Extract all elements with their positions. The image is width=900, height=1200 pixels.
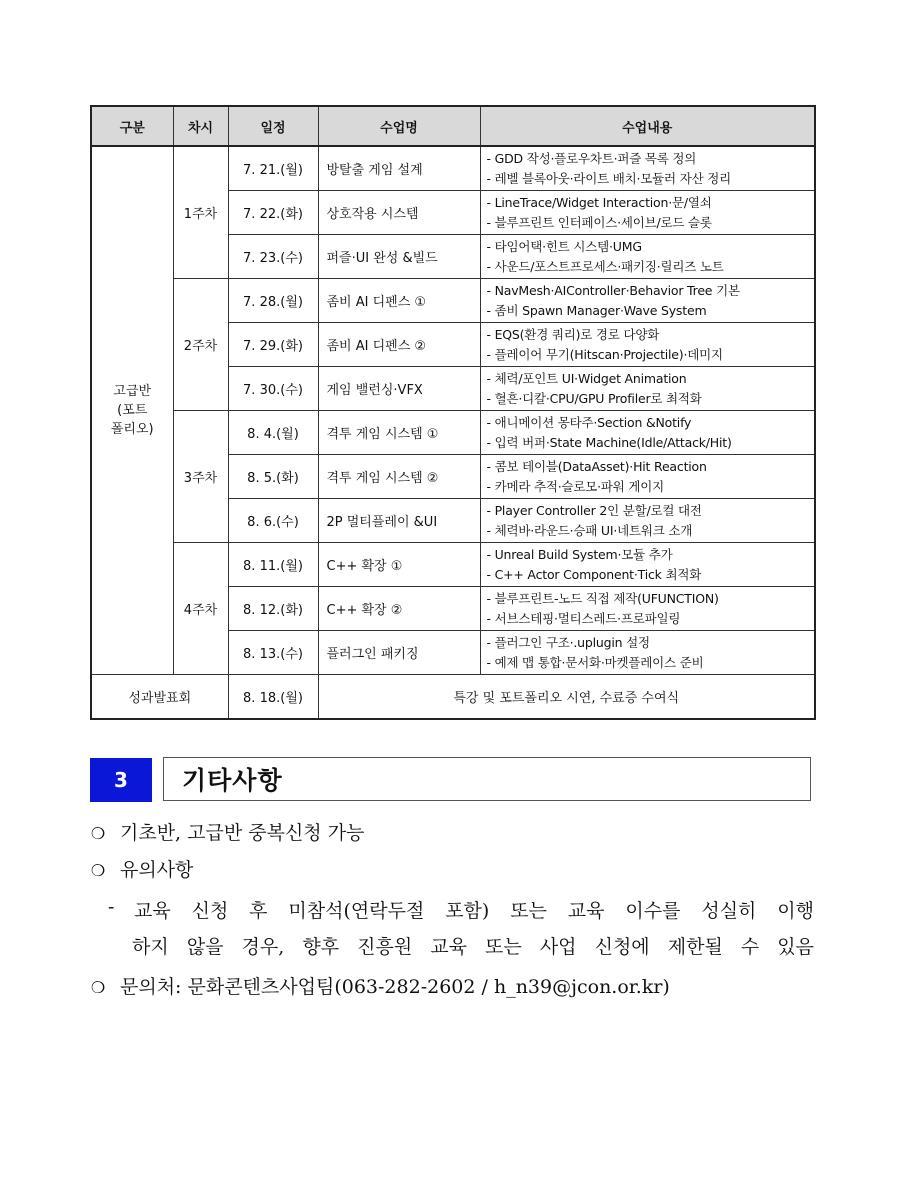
bullet-text: 유의사항 xyxy=(120,859,194,881)
note-line-2: 하지 않을 경우, 향후 진흥원 교육 또는 사업 신청에 제한될 수 있음 xyxy=(132,936,814,958)
date-cell: 7. 22.(화) xyxy=(228,191,318,235)
content-line: - 블루프린트-노드 직접 제작(UFUNCTION) xyxy=(486,590,719,606)
class-content-cell xyxy=(480,631,815,675)
bullet-circle-icon: ❍ xyxy=(90,978,106,997)
note-line-1 xyxy=(108,896,814,923)
class-content-cell xyxy=(480,499,815,543)
class-content-cell xyxy=(480,323,815,367)
class-name-cell: 격투 게임 시스템 ② xyxy=(318,455,480,499)
week-cell: 2주차 xyxy=(173,279,228,411)
class-content-cell xyxy=(480,455,815,499)
note-text: 교육 신청 후 미참석(연락두절 포함) 또는 교육 이수를 성실히 이행 xyxy=(134,900,814,922)
class-content-cell xyxy=(480,279,815,323)
week-cell: 3주차 xyxy=(173,411,228,543)
header-schedule: 일정 xyxy=(228,106,318,146)
class-name-cell: 격투 게임 시스템 ① xyxy=(318,411,480,455)
content-line: - GDD 작성·플로우차트·퍼즐 목록 정의 xyxy=(486,150,697,166)
class-content-cell xyxy=(480,146,815,191)
date-cell: 8. 4.(월) xyxy=(228,411,318,455)
content-line: - 사운드/포스트프로세스·패키징·릴리즈 노트 xyxy=(486,258,724,274)
content-line: - 플러그인 구조·.uplugin 설정 xyxy=(486,634,650,650)
date-cell: 8. 12.(화) xyxy=(228,587,318,631)
content-line: - 혈흔·디칼·CPU/GPU Profiler로 최적화 xyxy=(486,390,702,406)
group-label-cell xyxy=(91,146,173,675)
date-cell: 7. 28.(월) xyxy=(228,279,318,323)
date-cell: 8. 5.(화) xyxy=(228,455,318,499)
content-line: - Player Controller 2인 분할/로컬 대전 xyxy=(486,502,702,518)
content-line: - EQS(환경 쿼리)로 경로 다양화 xyxy=(486,326,660,342)
date-cell: 8. 13.(수) xyxy=(228,631,318,675)
week-cell: 1주차 xyxy=(173,146,228,279)
section-number-badge: 3 xyxy=(90,758,152,802)
content-line: - Unreal Build System·모듈 추가 xyxy=(486,546,673,562)
date-cell: 7. 30.(수) xyxy=(228,367,318,411)
section-title-text: 기타사항 xyxy=(182,766,283,795)
class-name-cell: 좀비 AI 디펜스 ② xyxy=(318,323,480,367)
bullet-text: 기초반, 고급반 중복신청 가능 xyxy=(120,822,365,844)
content-line: - 타임어택·힌트 시스템·UMG xyxy=(486,238,642,254)
class-name-cell: 좀비 AI 디펜스 ① xyxy=(318,279,480,323)
class-name-cell: 상호작용 시스템 xyxy=(318,191,480,235)
content-line: - 플레이어 무기(Hitscan·Projectile)·데미지 xyxy=(486,346,723,362)
date-cell: 7. 23.(수) xyxy=(228,235,318,279)
week-cell: 4주차 xyxy=(173,543,228,675)
bullet-item-notes xyxy=(90,855,193,882)
note-dash: - xyxy=(108,896,115,918)
class-name-cell: 플러그인 패키징 xyxy=(318,631,480,675)
table-row xyxy=(91,279,815,323)
date-cell: 7. 21.(월) xyxy=(228,146,318,191)
final-content-cell: 특강 및 포트폴리오 시연, 수료증 수여식 xyxy=(318,675,815,720)
content-line: - 애니메이션 몽타주·Section &Notify xyxy=(486,414,692,430)
date-cell: 8. 6.(수) xyxy=(228,499,318,543)
date-cell: 7. 29.(화) xyxy=(228,323,318,367)
content-line: - LineTrace/Widget Interaction·문/열쇠 xyxy=(486,194,712,210)
header-category: 구분 xyxy=(91,106,173,146)
class-content-cell xyxy=(480,587,815,631)
content-line: - 레벨 블록아웃·라이트 배치·모듈러 자산 정리 xyxy=(486,170,731,186)
bullet-item-contact xyxy=(90,972,670,999)
group-label-line: 폴리오) xyxy=(110,422,154,437)
table-row xyxy=(91,146,815,191)
class-content-cell xyxy=(480,235,815,279)
class-name-cell: C++ 확장 ② xyxy=(318,587,480,631)
content-line: - C++ Actor Component·Tick 최적화 xyxy=(486,566,702,582)
header-session: 차시 xyxy=(173,106,228,146)
content-line: - 서브스테핑·멀티스레드·프로파일링 xyxy=(486,610,681,626)
class-content-cell xyxy=(480,543,815,587)
header-class-content: 수업내용 xyxy=(480,106,815,146)
class-content-cell xyxy=(480,411,815,455)
content-line: - 체력/포인트 UI·Widget Animation xyxy=(486,370,687,386)
bullet-circle-icon: ❍ xyxy=(90,824,106,843)
final-date-cell: 8. 18.(월) xyxy=(228,675,318,720)
group-label-line: (포트 xyxy=(117,403,148,418)
content-line: - NavMesh·AIController·Behavior Tree 기본 xyxy=(486,282,740,298)
header-class-name: 수업명 xyxy=(318,106,480,146)
final-presentation-row xyxy=(91,675,815,720)
class-content-cell xyxy=(480,191,815,235)
table-header-row xyxy=(91,106,815,146)
section-title xyxy=(163,757,811,801)
date-cell: 8. 11.(월) xyxy=(228,543,318,587)
class-name-cell: 퍼즐·UI 완성 &빌드 xyxy=(318,235,480,279)
content-line: - 체력바·라운드·승패 UI·네트워크 소개 xyxy=(486,522,693,538)
content-line: - 블루프린트 인터페이스·세이브/로드 슬롯 xyxy=(486,214,712,230)
content-line: - 카메라 추적·슬로모·파워 게이지 xyxy=(486,478,665,494)
content-line: - 입력 버퍼·State Machine(Idle/Attack/Hit) xyxy=(486,434,732,450)
group-label-line: 고급반 xyxy=(113,384,152,399)
class-name-cell: C++ 확장 ① xyxy=(318,543,480,587)
table-row xyxy=(91,411,815,455)
bullet-item-duplicate-signup xyxy=(90,818,364,845)
schedule-table xyxy=(90,105,816,720)
content-line: - 예제 맵 통합·문서화·마켓플레이스 준비 xyxy=(486,654,704,670)
class-name-cell: 방탈출 게임 설계 xyxy=(318,146,480,191)
content-line: - 콤보 테이블(DataAsset)·Hit Reaction xyxy=(486,458,707,474)
bullet-text: 문의처: 문화콘텐츠사업팀(063-282-2602 / h_n39@jcon.or.kr) xyxy=(120,976,670,998)
class-content-cell xyxy=(480,367,815,411)
content-line: - 좀비 Spawn Manager·Wave System xyxy=(486,302,707,318)
table-row xyxy=(91,543,815,587)
bullet-circle-icon: ❍ xyxy=(90,861,106,880)
class-name-cell: 2P 멀티플레이 &UI xyxy=(318,499,480,543)
final-label-cell: 성과발표회 xyxy=(91,675,228,720)
class-name-cell: 게임 밸런싱·VFX xyxy=(318,367,480,411)
